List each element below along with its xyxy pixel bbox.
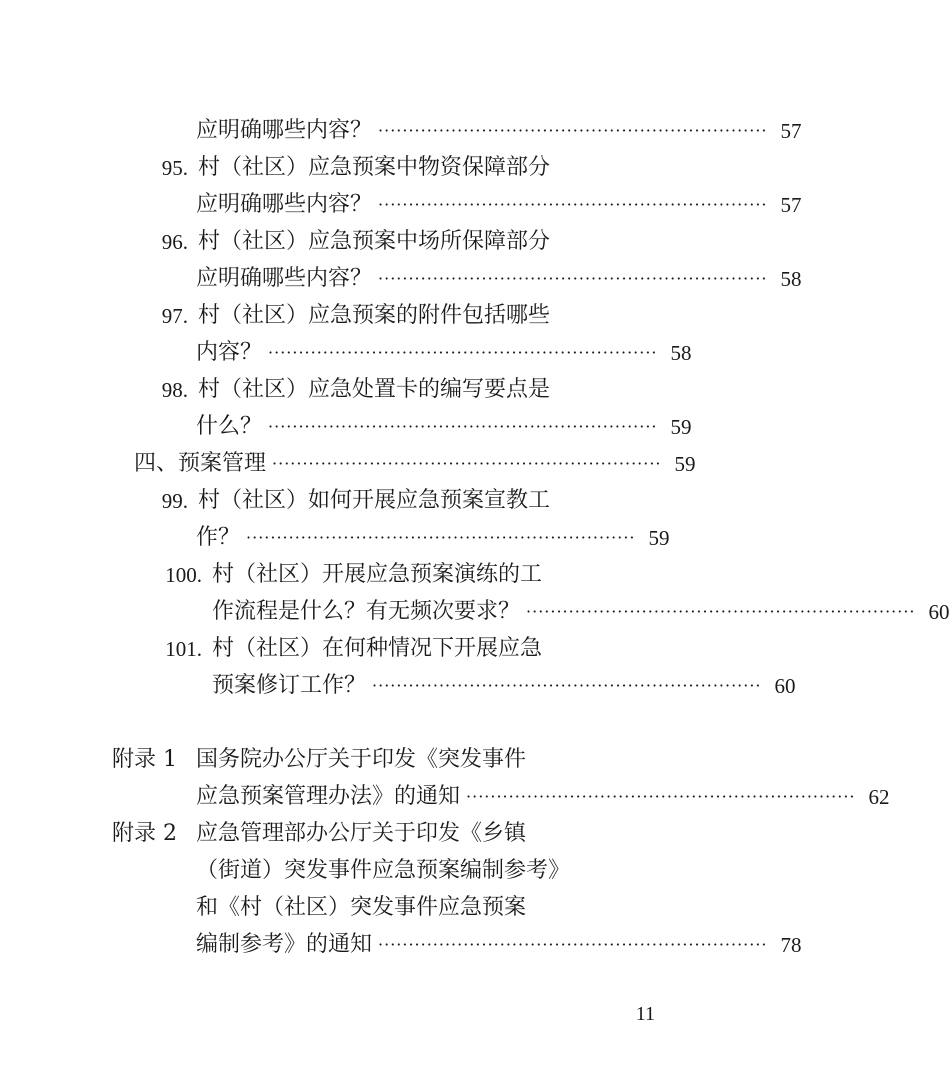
toc-entry-98-line2 [196, 407, 692, 447]
page-number: 57 [780, 119, 802, 143]
page-number: 78 [780, 933, 802, 957]
toc-entry-98 [150, 370, 550, 410]
entry-number: 98. [161, 378, 188, 402]
toc-entry-96 [150, 222, 550, 262]
entry-text: 作？ [196, 525, 241, 550]
toc-entry-94-continuation [196, 111, 802, 151]
entry-number: 99. [161, 489, 188, 513]
dot-leader: ································································ [466, 787, 856, 806]
toc-section-4 [134, 444, 696, 484]
entry-number: 100. [165, 563, 202, 587]
page-number: 58 [780, 267, 802, 291]
appendix-2-line4 [196, 925, 802, 965]
appendix-text: （街道）突发事件应急预案编制参考》 [196, 858, 571, 883]
page-number: 62 [868, 785, 890, 809]
page-number: 59 [670, 415, 692, 439]
page-number: 60 [928, 600, 950, 624]
entry-text: 内容？ [196, 340, 263, 365]
dot-leader: ································································ [246, 528, 636, 547]
appendix-text: 应急管理部办公厅关于印发《乡镇 [196, 821, 527, 846]
dot-leader: ································································ [268, 417, 658, 436]
dot-leader: ································································ [378, 269, 768, 288]
toc-entry-100-line2 [212, 592, 950, 632]
toc-entry-96-line2 [196, 259, 802, 299]
entry-text: 村（社区）应急预案的附件包括哪些 [198, 303, 551, 328]
appendix-label: 附录 2 [112, 821, 177, 846]
appendix-2 [112, 814, 526, 854]
dot-leader: ································································ [526, 602, 916, 621]
entry-text: 应明确哪些内容？ [196, 192, 373, 217]
dot-leader: ································································ [272, 454, 662, 473]
folio-page-number: 11 [635, 1003, 655, 1025]
dot-leader: ································································ [378, 935, 768, 954]
appendix-2-line2 [196, 851, 570, 891]
appendix-1-line2 [196, 777, 890, 817]
entry-number: 96. [161, 230, 188, 254]
dot-leader: ································································ [372, 676, 762, 695]
toc-entry-95 [150, 148, 550, 188]
entry-number: 95. [161, 156, 188, 180]
dot-leader: ································································ [268, 343, 658, 362]
toc-entry-97-line2 [196, 333, 692, 373]
page-number: 60 [774, 674, 796, 698]
appendix-label: 附录 1 [112, 747, 177, 772]
toc-entry-101 [158, 629, 542, 669]
toc-entry-95-line2 [196, 185, 802, 225]
entry-text: 应明确哪些内容？ [196, 266, 373, 291]
entry-text: 预案修订工作？ [212, 673, 367, 698]
entry-text: 村（社区）开展应急预案演练的工 [212, 562, 543, 587]
entry-number: 97. [161, 304, 188, 328]
appendix-2-line3 [196, 888, 526, 928]
dot-leader: ································································ [378, 121, 768, 140]
page-number: 57 [780, 193, 802, 217]
toc-entry-99-line2 [196, 518, 670, 558]
toc-entry-97 [150, 296, 550, 336]
entry-text: 应明确哪些内容？ [196, 118, 373, 143]
entry-text: 什么？ [196, 414, 263, 439]
appendix-1 [112, 740, 526, 780]
page-number: 58 [670, 341, 692, 365]
entry-text: 村（社区）应急预案中物资保障部分 [198, 155, 551, 180]
entry-text: 作流程是什么？有无频次要求？ [212, 599, 521, 624]
toc-entry-100 [158, 555, 542, 595]
entry-text: 村（社区）应急预案中场所保障部分 [198, 229, 551, 254]
entry-text: 村（社区）如何开展应急预案宣教工 [198, 488, 551, 513]
section-title: 四、预案管理 [134, 451, 267, 476]
entry-text: 村（社区）在何种情况下开展应急 [212, 636, 543, 661]
appendix-text: 编制参考》的通知 [196, 932, 373, 957]
appendix-text: 应急预案管理办法》的通知 [196, 784, 461, 809]
page-number: 59 [674, 452, 696, 476]
toc-entry-101-line2 [212, 666, 796, 706]
appendix-text: 国务院办公厅关于印发《突发事件 [196, 747, 527, 772]
entry-text: 村（社区）应急处置卡的编写要点是 [198, 377, 551, 402]
page-number: 59 [648, 526, 670, 550]
toc-entry-99 [150, 481, 550, 521]
entry-number: 101. [165, 637, 202, 661]
dot-leader: ································································ [378, 195, 768, 214]
appendix-text: 和《村（社区）突发事件应急预案 [196, 895, 527, 920]
